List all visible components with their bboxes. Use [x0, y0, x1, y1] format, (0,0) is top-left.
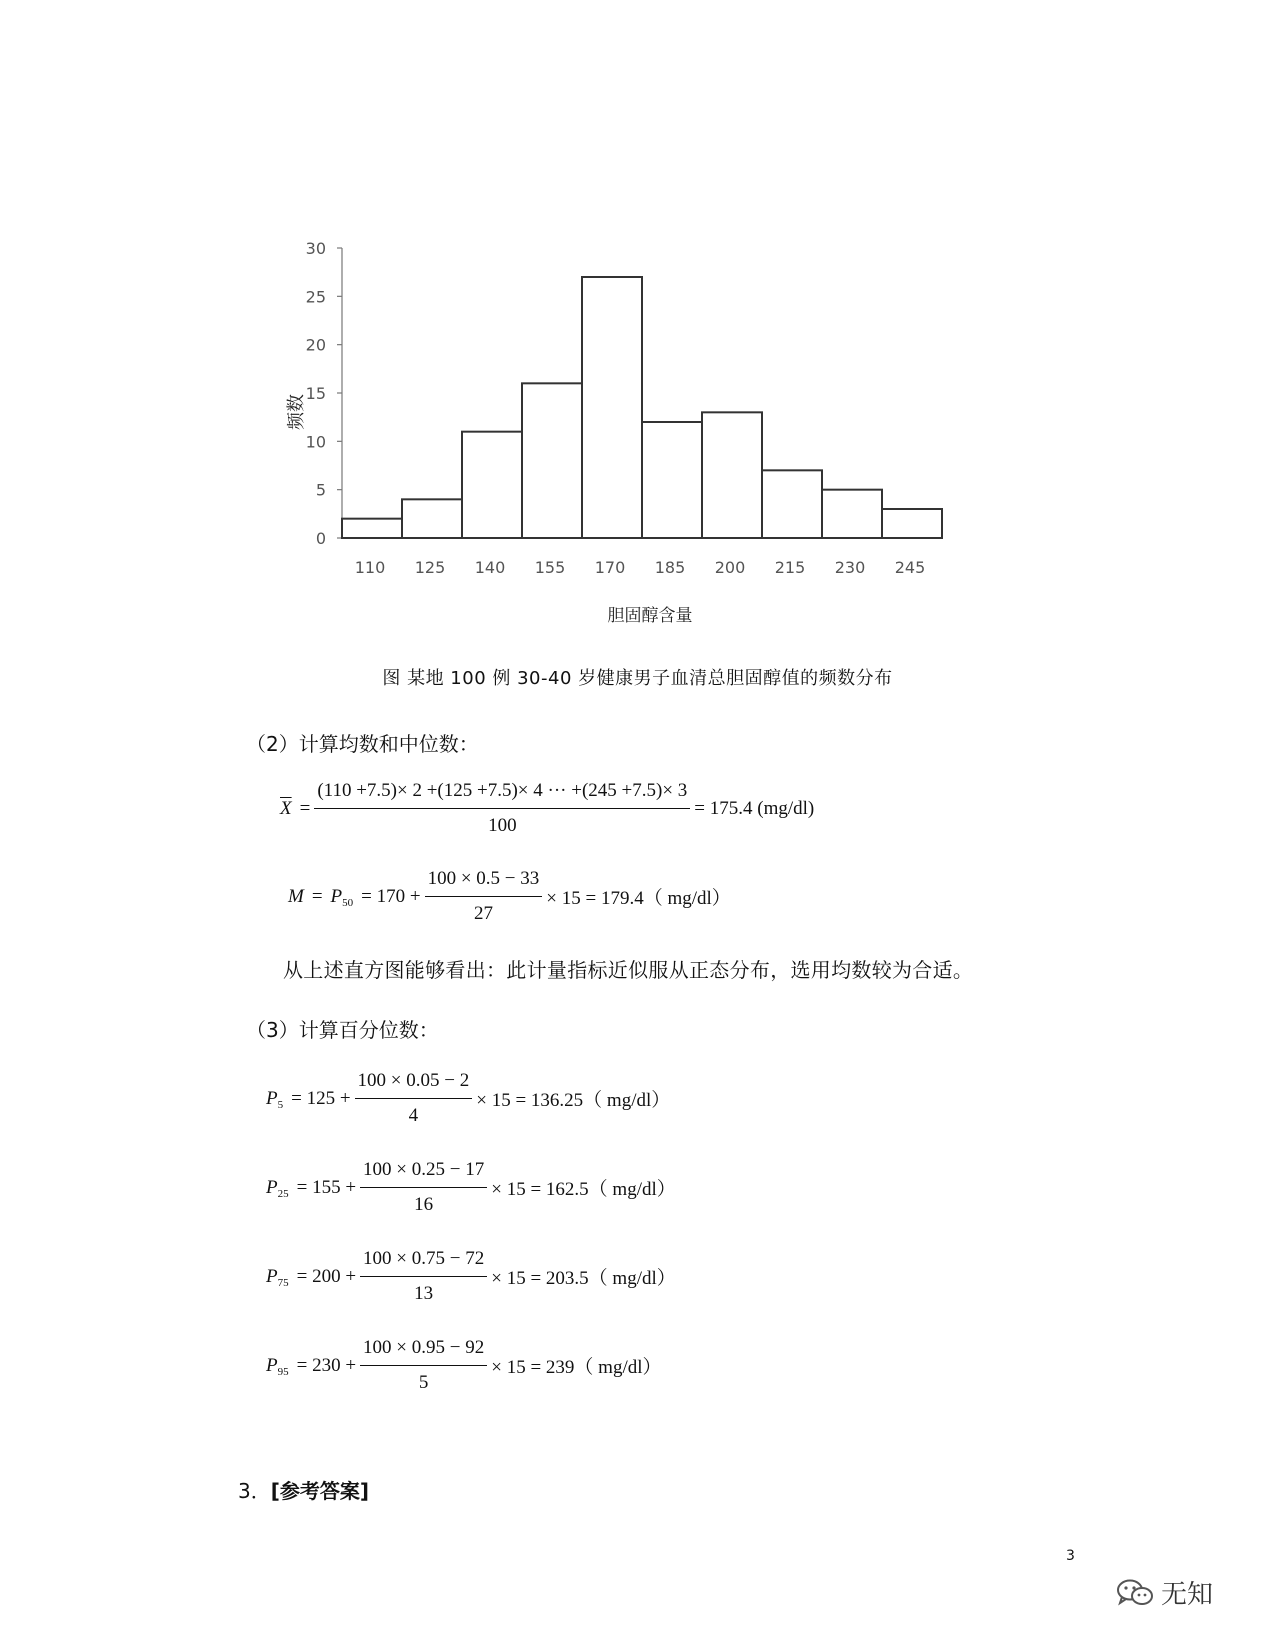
x-tick-label: 230	[834, 558, 866, 577]
y-tick-label: 10	[305, 432, 326, 452]
p25-fraction	[360, 1159, 487, 1216]
p25-symbol: P	[266, 1176, 278, 1198]
histogram-chart	[0, 0, 1275, 640]
p25-subscript: 25	[277, 1187, 289, 1200]
x-tick-label: 170	[594, 558, 626, 577]
x-tick-label: 155	[534, 558, 566, 577]
mean-result: = 175.4 (mg/dl)	[694, 797, 815, 819]
histogram-bars	[342, 277, 942, 538]
p75-result: × 15 = 203.5（ mg/dl）	[491, 1268, 676, 1289]
page-number: 3	[1066, 1548, 1075, 1564]
section-2-heading: （2）计算均数和中位数：	[246, 732, 479, 756]
median-symbol: M	[288, 885, 304, 907]
x-tick-label: 125	[414, 558, 446, 577]
p95-symbol: P	[266, 1354, 278, 1376]
histogram-bar	[462, 432, 522, 538]
p50-symbol: P	[330, 885, 343, 907]
p95-numerator: 100 × 0.95 − 92	[363, 1337, 485, 1358]
median-numerator: 100 × 0.5 − 33	[427, 868, 540, 889]
mean-formula	[280, 780, 814, 837]
p95-formula	[266, 1337, 662, 1394]
histogram-bar	[642, 422, 702, 538]
answer-heading	[238, 1475, 369, 1504]
x-tick-label: 140	[474, 558, 506, 577]
p5-result: × 15 = 136.25（ mg/dl）	[476, 1090, 671, 1111]
histogram-bar	[702, 412, 762, 538]
median-formula: M = P 50 = 170 + $\frac{100 \times 0.5 - 33}{27}$ × 15 = 179.4（ mg/dl）	[288, 868, 731, 924]
p95-result: × 15 = 239（ mg/dl）	[491, 1357, 662, 1378]
y-tick-label: 15	[305, 384, 326, 403]
wechat-icon	[1115, 1578, 1155, 1608]
p75-prefix: = 200 +	[296, 1265, 357, 1287]
p25-denominator: 16	[360, 1187, 487, 1216]
median-denominator: 27	[425, 896, 543, 925]
histogram-bar	[762, 470, 822, 538]
mean-symbol: $\overline{X}$	[280, 797, 292, 819]
p75-fraction	[360, 1248, 487, 1305]
histogram-bar	[522, 383, 582, 538]
histogram-bar	[342, 519, 402, 538]
p5-fraction	[355, 1070, 473, 1127]
y-tick-label: 0	[315, 529, 326, 548]
p5-numerator: 100 × 0.05 − 2	[357, 1070, 470, 1091]
conclusion-text: 从上述直方图能够看出：此计量指标近似服从正态分布，选用均数较为合适。	[283, 958, 974, 982]
mean-fraction	[314, 780, 690, 837]
watermark	[1115, 1574, 1213, 1611]
x-tick-label: 185	[654, 558, 686, 577]
x-axis-label: 胆固醇含量	[607, 606, 693, 626]
answer-label: [参考答案]	[270, 1479, 370, 1503]
x-tick-label: 200	[714, 558, 746, 577]
histogram-bar	[822, 490, 882, 538]
median-result: × 15 = 179.4（ mg/dl）	[546, 888, 731, 909]
histogram-bar	[402, 499, 462, 538]
p75-subscript: 75	[277, 1276, 289, 1289]
p50-subscript: 50	[342, 896, 354, 909]
y-tick-label: 5	[315, 480, 326, 500]
y-tick-label: 25	[305, 287, 326, 307]
y-tick-label: 20	[305, 335, 326, 355]
x-axis	[342, 538, 942, 577]
p75-denominator: 13	[360, 1276, 487, 1305]
y-axis-label: 频数	[286, 394, 307, 430]
histogram-bar	[582, 277, 642, 538]
figure-caption: 图 某地 100 例 30-40 岁健康男子血清总胆固醇值的频数分布	[382, 668, 893, 689]
watermark-text: 无知	[1161, 1580, 1214, 1610]
p95-denominator: 5	[360, 1365, 487, 1394]
p5-denominator: 4	[355, 1098, 473, 1127]
mean-denominator: 100	[314, 808, 690, 837]
p95-prefix: = 230 +	[296, 1354, 357, 1376]
p75-numerator: 100 × 0.75 − 72	[363, 1248, 485, 1269]
p5-prefix: = 125 +	[291, 1087, 351, 1109]
p95-fraction	[360, 1337, 487, 1394]
p5-subscript: 5	[277, 1098, 284, 1111]
median-fraction	[425, 868, 543, 925]
p25-numerator: 100 × 0.25 − 17	[363, 1159, 485, 1180]
mean-equals: =	[299, 797, 311, 819]
histogram-bar	[882, 509, 942, 538]
p5-formula	[266, 1070, 670, 1127]
y-tick-label: 30	[305, 239, 326, 258]
section-3-heading: （3）计算百分位数：	[246, 1018, 439, 1042]
x-tick-label: 110	[354, 558, 386, 577]
y-axis	[306, 239, 342, 548]
x-tick-label: 245	[894, 558, 926, 577]
p25-result: × 15 = 162.5（ mg/dl）	[491, 1179, 676, 1200]
mean-numerator: (110 +7.5)× 2 +(125 +7.5)× 4 ··· +(245 +7.5)× 3	[317, 780, 688, 801]
p25-formula	[266, 1159, 676, 1216]
p75-symbol: P	[266, 1265, 278, 1287]
answer-number: 3．	[238, 1479, 271, 1503]
median-prefix: = 170 +	[361, 885, 421, 907]
p5-symbol: P	[266, 1087, 278, 1109]
p75-formula	[266, 1248, 676, 1305]
p25-prefix: = 155 +	[296, 1176, 357, 1198]
x-tick-label: 215	[774, 558, 806, 577]
p95-subscript: 95	[277, 1365, 289, 1378]
